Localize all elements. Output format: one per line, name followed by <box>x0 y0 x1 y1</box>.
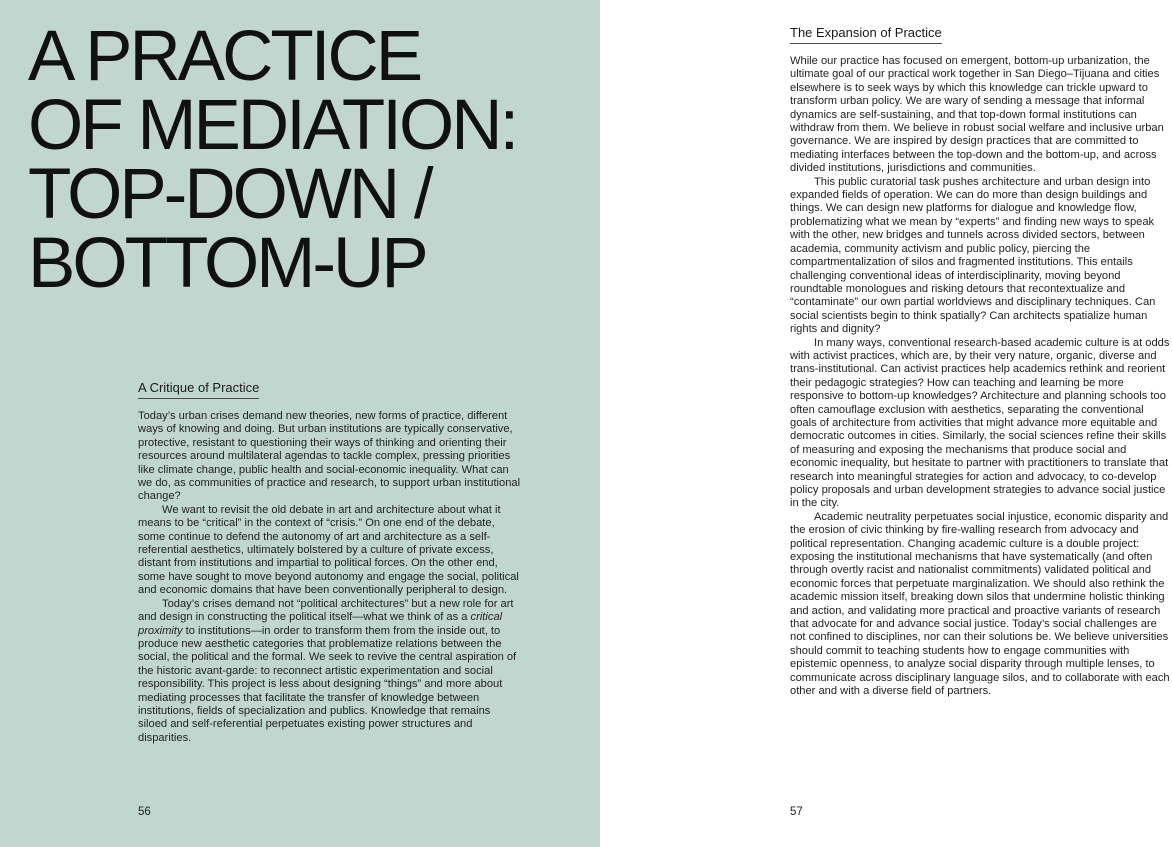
page-number-right: 57 <box>790 806 803 818</box>
left-body-text <box>138 410 522 745</box>
chapter-title-line-3: TOP-DOWN / <box>28 155 431 234</box>
paragraph: In many ways, conventional research-based academic culture is at odds with activist practices, which are, by their very nature, organic, diverse and trans-institutional. Can activist practices help academics rethink and reorient their pedagogic strategies? How can teaching and learning be more responsive to bottom-up knowledges? Architecture and planning schools too often camouflage exclusion with aesthetics, separating the conventional goals of architecture from activities that might advance more equitable and democratic outcomes in cities. Similarly, the social sciences refine their skills of measuring and exposing the mechanisms that produce social and economic inequality, but hesitate to partner with practitioners to translate that research into meaningful strategies for action and advocacy, to co-develop policy proposals and urban development strategies to advance social justice in the city. <box>790 336 1170 510</box>
paragraph: Academic neutrality perpetuates social injustice, economic disparity and the erosion of civic thinking by fire-walling research from advocacy and political representation. Changing academic culture is a double project: exposing the institutional mechanisms that have systematically (and often through overtly racist and nationalist commitments) validated political and economic forces that perpetuate marginalization. We should also rethink the academic mission itself, breaking down silos that undermine holistic thinking and action, and validating more practical and proactive variants of research that advocate for and advance social justice. Today’s social challenges are not confined to disciplines, nor can their solutions be. We believe universities should commit to teaching students how to engage communities with epistemic openness, to analyze social disparity through multiple lenses, to communicate across disciplinary language silos, and to collaborate with each other and with a diverse field of partners. <box>790 510 1170 698</box>
chapter-title <box>28 17 588 303</box>
chapter-title-line-4: BOTTOM-UP <box>28 224 426 303</box>
paragraph-text: Today’s crises demand not “political architectures” but a new role for art and design in constructing the political itself—what we think of as a <box>138 597 514 624</box>
paragraph: We want to revisit the old debate in art and architecture about what it means to be “critical” in the context of “crisis.” On one end of the debate, some continue to defend the autonomy of art and architecture as a self-referential aesthetics, ultimately bolstered by a culture of private excess, distant from institutions and impartial to political forces. On the other end, some have sought to move beyond autonomy and engage the social, political and economic domains that have been conventionally peripheral to design. <box>138 503 519 597</box>
paragraph: Today’s urban crises demand new theories, new forms of practice, different ways of knowing and doing. But urban institutions are typically conservative, protective, resistant to questioning their ways of thinking and orienting their resources around multilateral agendas to tackle complex, pressing priorities like climate change, public health and social-economic inequality. What can we do, as communities of practice and research, to support urban institutional change? <box>138 410 521 503</box>
page-number-left: 56 <box>138 806 151 818</box>
paragraph <box>138 598 522 745</box>
section-heading-critique: A Critique of Practice <box>138 380 259 399</box>
chapter-title-line-1: A PRACTICE <box>28 17 421 96</box>
paragraph: While our practice has focused on emergent, bottom-up urbanization, the ultimate goal of our practical work together in San Diego–Tijuana and cities elsewhere is to seek ways by which this knowledge can trickle upward to transform urban policy. We are wary of sending a message that informal dynamics are self-sustaining, and that top-down formal institutions can withdraw from them. We believe in robust social welfare and inclusive urban governance. We are inspired by design practices that are committed to mediating interfaces between the top-down and the bottom-up, and across divided institutions, jurisdictions and communities. <box>790 55 1164 175</box>
chapter-title-line-2: OF MEDIATION: <box>28 86 517 165</box>
section-heading-expansion: The Expansion of Practice <box>790 25 942 44</box>
right-page <box>600 0 1172 847</box>
paragraph-text: to institutions—in order to transform them from the inside out, to produce new aesthetic categories that problematize relations between the social, the political and the formal. We seek to revive the central aspiration of the historic avant-garde: to reconnect artistic experimentation and social responsibility. This project is less about designing “things” and more about mediating processes that facilitate the transfer of knowledge between institutions, fields of specialization and publics. Knowledge that remains siloed and self-referential perpetuates existing power structures and disparities. <box>138 624 517 744</box>
paragraph: This public curatorial task pushes architecture and urban design into expanded fields of operation. We can do more than design buildings and things. We can design new platforms for dialogue and knowledge flow, problematizing what we mean by “experts” and finding new ways to speak with the other, new bridges and tunnels across divided sectors, between academia, community activism and public policy, piercing the compartmentalization of silos and fragmented institutions. This entails challenging conventional ideas of interdisciplinarity, moving beyond roundtable monologues and risking detours that recontextualize and “contaminate” our own partial worldviews and disciplinary techniques. Can social scientists begin to think spatially? Can architects spatialize human rights and dignity? <box>790 175 1156 336</box>
emphasis-text: critical proximity <box>138 611 503 637</box>
right-body-text <box>790 55 1170 699</box>
